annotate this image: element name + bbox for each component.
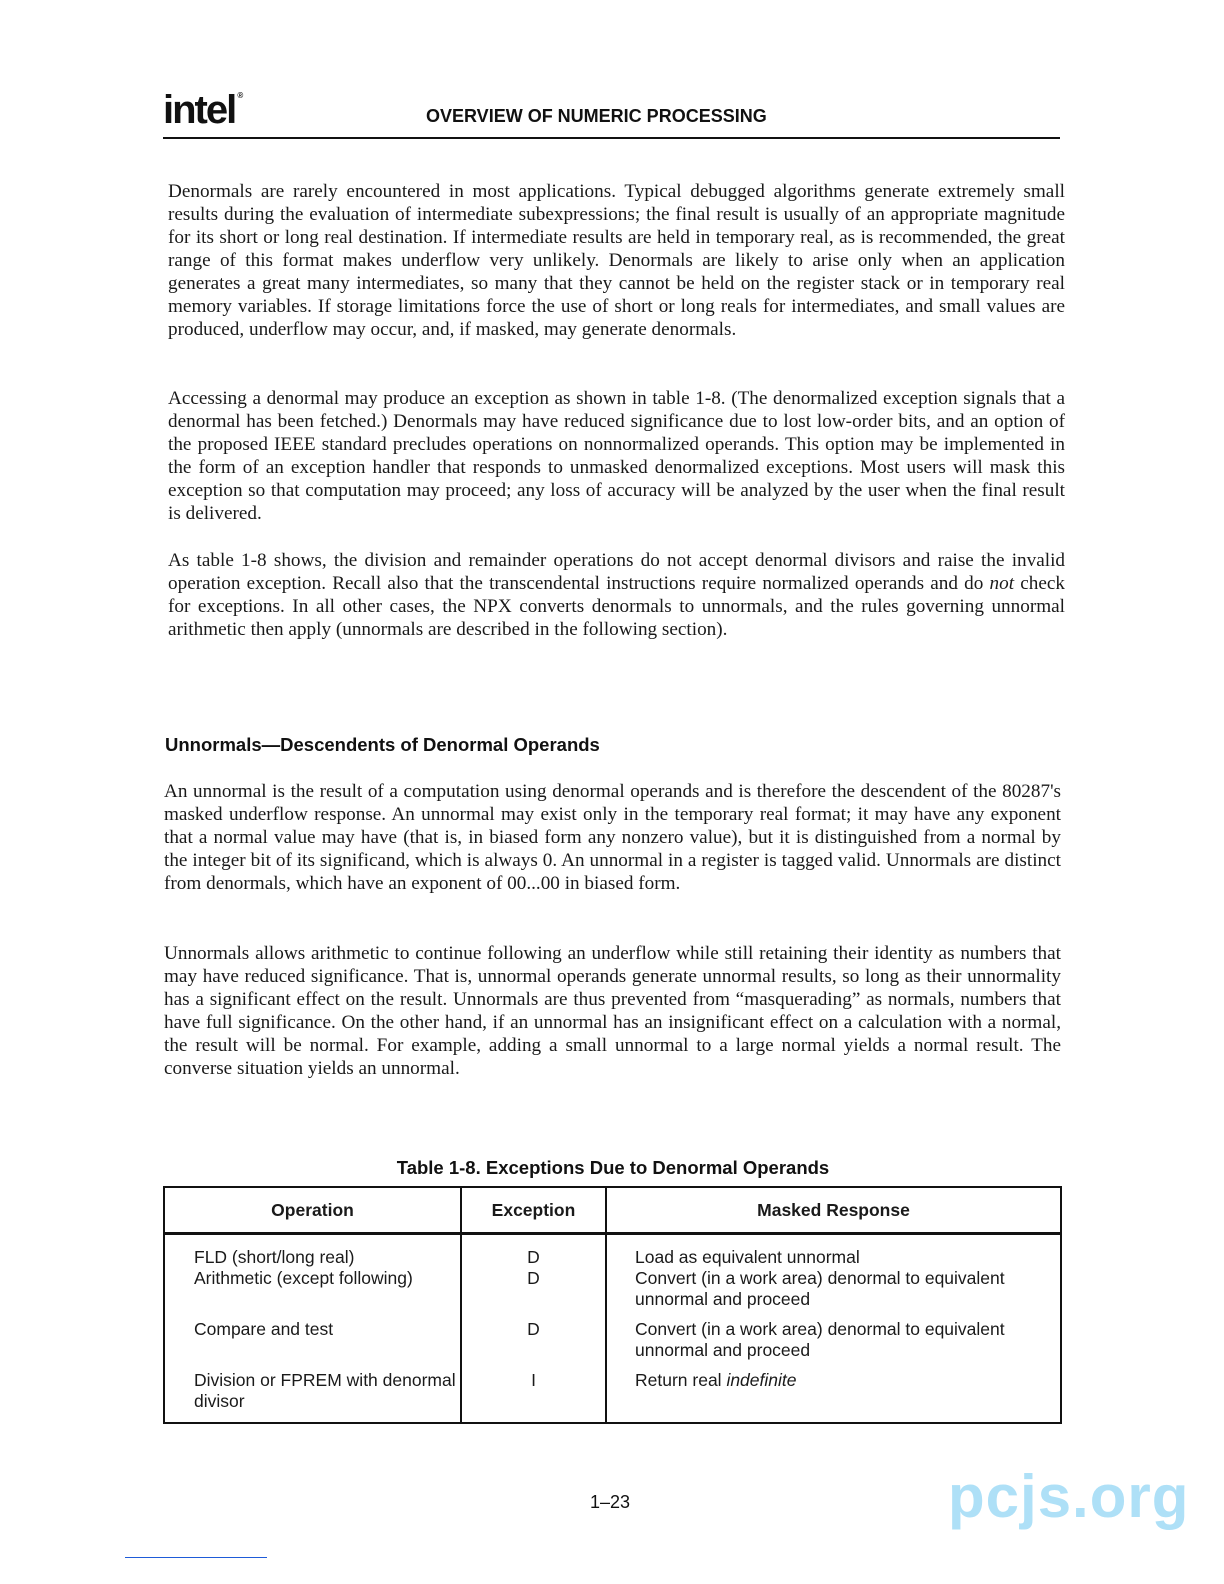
header-operation: Operation [164,1187,461,1234]
cell-operation: Compare and test [164,1319,461,1370]
cell-operation: FLD (short/long real) [164,1234,461,1269]
cell-exception: D [461,1234,606,1269]
cell-exception: D [461,1268,606,1319]
paragraph-denormals-rare: Denormals are rarely encountered in most applications. Typical debugged algorithms generate extremely small results during the evaluation of intermediate subexpressions; the final result is usually of an appropriate magnitude for its short or long real destination. If intermediate results are held in temporary real, as is recommended, the great range of this format makes underflow very unlikely. Denormals are likely to arise only when an application generates a great many intermediates, so many that they cannot be held on the register stack or in temporary real memory variables. If storage limitations force the use of short or long reals for intermediates, and small values are produced, underflow may occur, and, if masked, may generate denormals. [168,181,1065,340]
pcjs-watermark: pcjs.org [948,1463,1190,1530]
table-row [164,1370,1061,1423]
section-heading-unnormals: Unnormals—Descendents of Denormal Operands [165,734,600,755]
paragraph-unnormals-arithmetic: Unnormals allows arithmetic to continue following an underflow while still retaining their identity as numbers that may have reduced significance. That is, unnormal operands generate unnormal results, so long as their unnormality has a significant effect on the result. Unnormals are thus prevented from “masquerading” as normals, numbers that have full significance. On the other hand, if an unnormal has an insignificant effect on a calculation with a normal, the result will be normal. For example, adding a small unnormal to a large normal yields a normal result. The converse situation yields an unnormal. [164,943,1061,1079]
page-header-title: OVERVIEW OF NUMERIC PROCESSING [426,106,767,126]
paragraph-table-shows: As table 1-8 shows, the division and remainder operations do not accept denormal divisors and raise the invalid operation exception. Recall also that the transcendental instructions require normalized operands and do not check for exceptions. In all other cases, the NPX converts denormals to unnormals, and the rules governing unnormal arithmetic then apply (unnormals are described in the following section). [168,550,1065,640]
cell-masked-response: Load as equivalent unnormal [635,1247,860,1267]
intel-logo: intel ® [163,88,244,132]
bottom-divider [125,1557,267,1558]
table-row [164,1319,1061,1370]
cell-masked-response: Convert (in a work area) denormal to equivalent unnormal and proceed [635,1319,1005,1360]
table-caption: Table 1-8. Exceptions Due to Denormal Operands [396,1157,830,1178]
paragraph-accessing-denormal: Accessing a denormal may produce an exception as shown in table 1-8. (The denormalized exception signals that a denormal has been fetched.) Denormals may have reduced significance due to lost low-order bits, and an option of the proposed IEEE standard precludes operations on nonnormalized operands. This option may be implemented in the form of an exception handler that responds to unmasked denormalized exceptions. Most users will mask this exception so that computation may proceed; any loss of accuracy will be analyzed by the user when the final result is delivered. [168,388,1065,524]
cell-operation: Arithmetic (except following) [164,1268,461,1319]
exceptions-table [163,1186,1062,1424]
cell-exception: D [461,1319,606,1370]
table-row [164,1234,1061,1269]
cell-operation: Division or FPREM with denormal divisor [164,1370,461,1423]
table-header-row [164,1187,1061,1234]
cell-exception: I [461,1370,606,1423]
page-number: 1–23 [590,1492,631,1512]
header-rule [163,137,1060,139]
paragraph-unnormal-definition: An unnormal is the result of a computation using denormal operands and is therefore the descendent of the 80287's masked underflow response. An unnormal may exist only in the temporary real format; it may have any exponent that a normal value may have (that is, in biased form any nonzero value), but it is distinguished from a normal by the integer bit of its significand, which is always 0. An unnormal in a register is tagged valid. Unnormals are distinct from denormals, which have an exponent of 00...00 in biased form. [164,781,1061,894]
header-exception: Exception [461,1187,606,1234]
cell-masked-response: Convert (in a work area) denormal to equivalent unnormal and proceed [635,1268,1005,1309]
table-row [164,1268,1061,1319]
header-masked-response: Masked Response [606,1187,1061,1234]
cell-masked-response: Return real indefinite [635,1370,797,1390]
